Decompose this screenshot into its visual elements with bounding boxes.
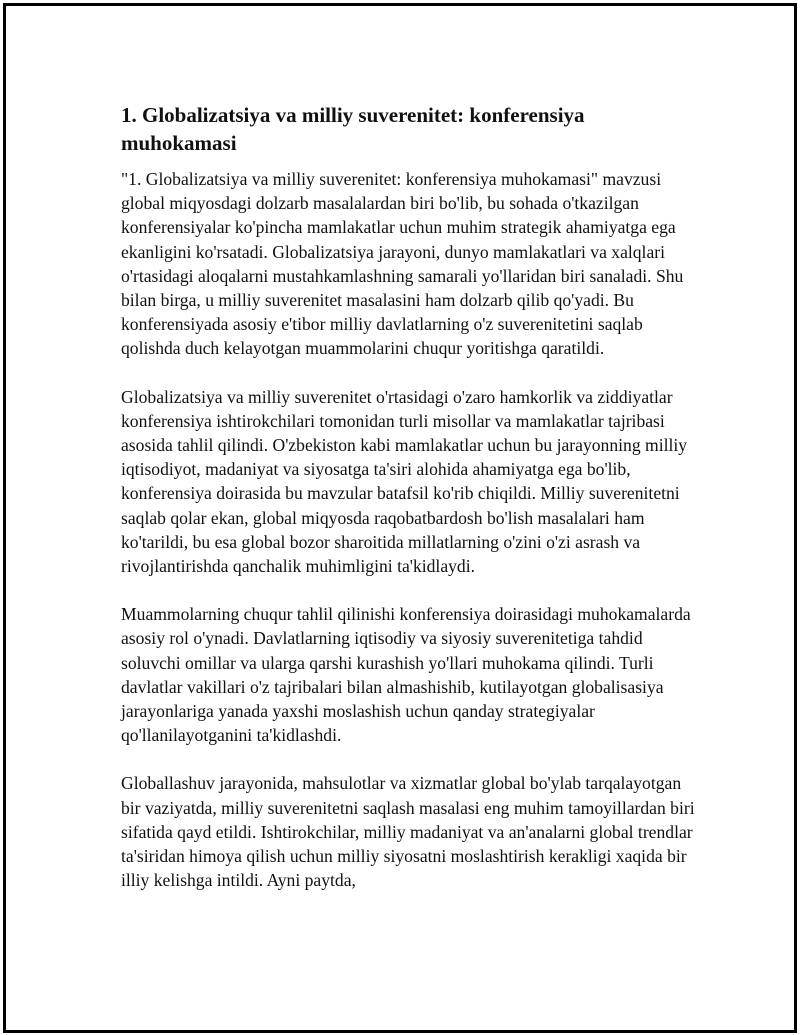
paragraph-2: Globalizatsiya va milliy suverenitet o'rtasidagi o'zaro hamkorlik va ziddiyatlar konferensiya ishtirokchilari tomonidan turli misollar va mamlakatlar tajribasi asosida tahlil qilindi. O'zbekiston kabi mamlakatlar uchun bu jarayonning milliy iqtisodiyot, madaniyat va siyosatga ta'siri alohida ahamiyatga ega bo'lib, konferensiya doirasida bu mavzular batafsil ko'rib chiqildi. Milliy suverenitetni saqlab qolar ekan, global miqyosda raqobatbardosh bo'lish masalalari ham ko'tarildi, bu esa global bozor sharoitida millatlarning o'zini o'zi asrash va rivojlantirishda qanchalik muhimligini ta'kidlaydi. [121, 386, 688, 577]
paragraph-1: "1. Globalizatsiya va milliy suverenitet: konferensiya muhokamasi" mavzusi global miqyosdagi dolzarb masalalardan biri bo'lib, bu sohada o'tkazilgan konferensiyalar ko'pincha mamlakatlar uchun muhim strategik ahamiyatga ega ekanligini ko'rsatadi. Globalizatsiya jarayoni, dunyo mamlakatlari va xalqlari o'rtasidagi aloqalarni mustahkamlashning samarali yo'llaridan biri sanaladi. Shu bilan birga, u milliy suverenitet masalasini ham dolzarb qilib qo'yadi. Bu konferensiyada asosiy e'tibor milliy davlatlarning o'z suverenitetini saqlab qolishda duch kelayotgan muammolarini chuqur yoritishga qaratildi. [121, 169, 684, 359]
document-title: 1. Globalizatsiya va milliy suverenitet: konferensiya muhokamasi [121, 103, 585, 155]
paragraph-3: Muammolarning chuqur tahlil qilinishi konferensiya doirasidagi muhokamalarda asosiy rol o'ynadi. Davlatlarning iqtisodiy va siyosiy suverenitetiga tahdid soluvchi omillar va ularga qarshi kurashish yo'llari muhokama qilindi. Turli davlatlar vakillari o'z tajribalari bilan almashishib, kutilayotgan globalisasiya jarayonlariga yanada yaxshi moslashish uchun qanday strategiyalar qo'llanilayotganini ta'kidlashdi. [121, 604, 691, 746]
document-content [121, 101, 701, 916]
document-page [3, 3, 797, 1033]
paragraph-4: Globallashuv jarayonida, mahsulotlar va xizmatlar global bo'ylab tarqalayotgan bir vaziyatda, milliy suverenitetni saqlash masalasi eng muhim tamoyillardan biri sifatida qayd etildi. Ishtirokchilar, milliy madaniyat va an'analarni global trendlar ta'siridan himoya qilish uchun milliy siyosatni moslashtirish kerakligi xaqida bir illiy kelishga intildi. Ayni paytda, [121, 773, 695, 891]
